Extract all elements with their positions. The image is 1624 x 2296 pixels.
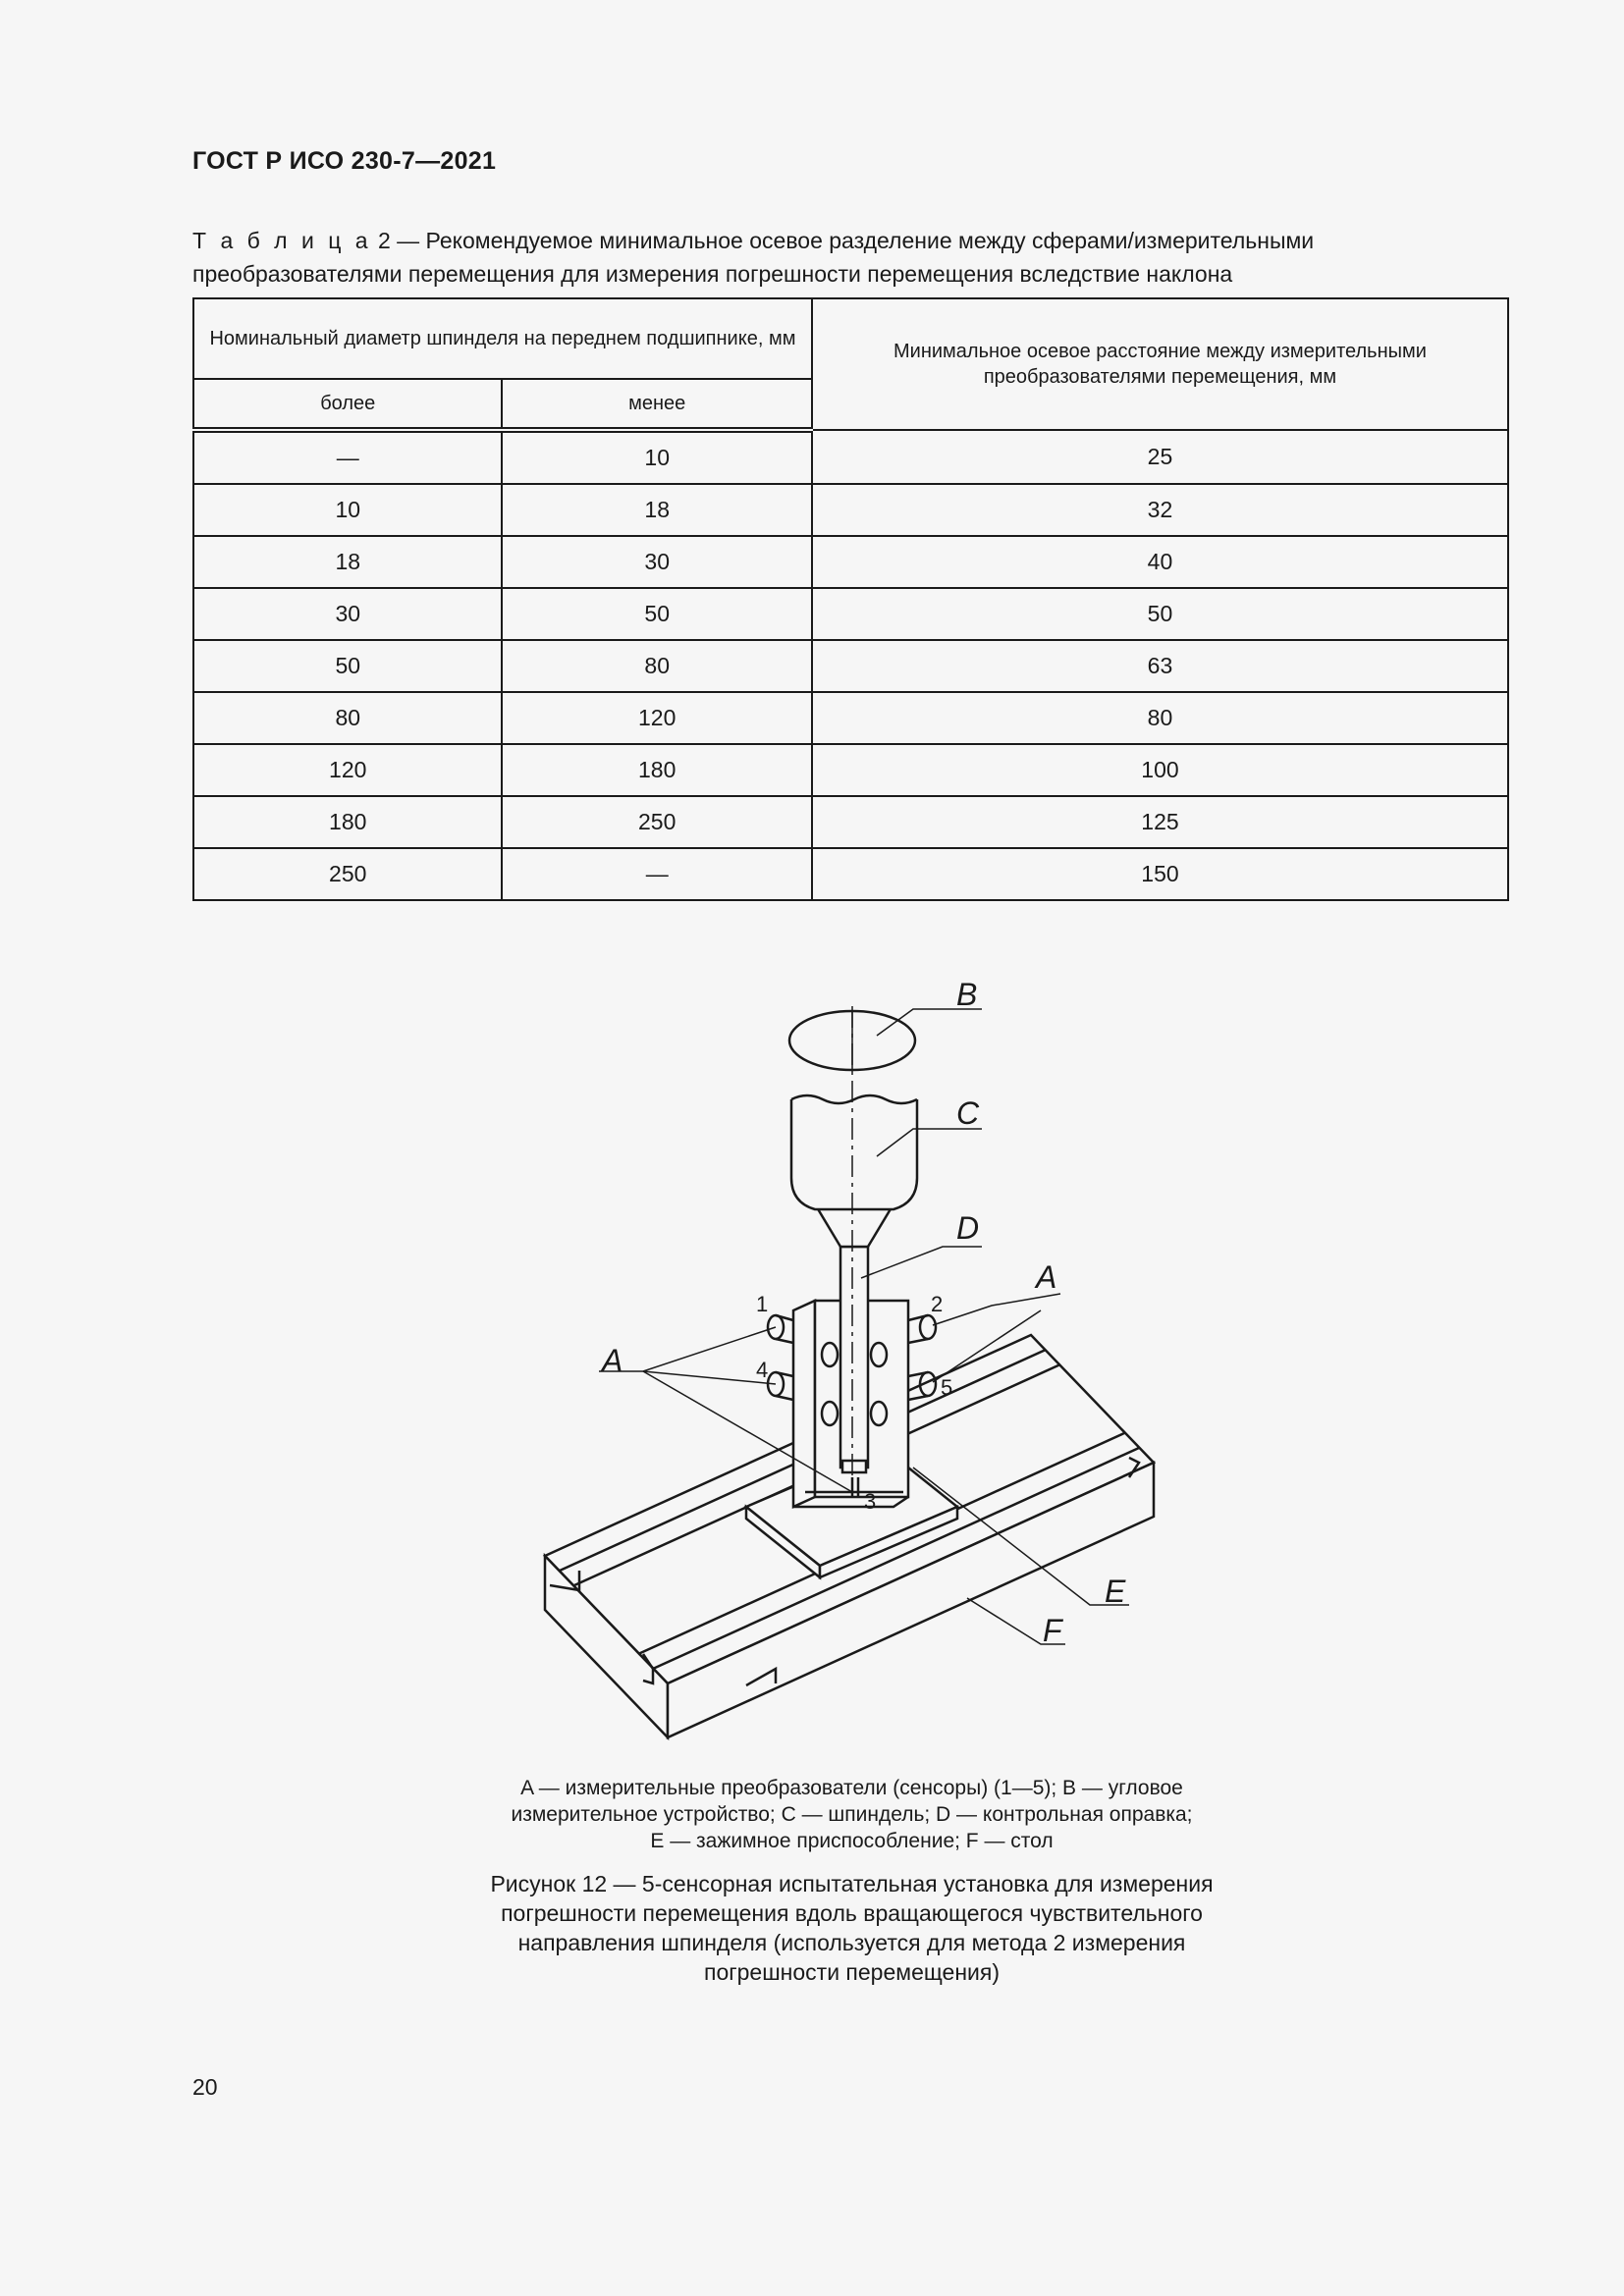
cell-less: 18	[502, 484, 811, 536]
spindle-c	[791, 1095, 917, 1209]
cell-less: 120	[502, 692, 811, 744]
cell-less: 10	[502, 430, 811, 484]
cell-more: 180	[193, 796, 502, 848]
cell-more: 120	[193, 744, 502, 796]
cell-more: 50	[193, 640, 502, 692]
cell-more: 250	[193, 848, 502, 900]
cell-less: —	[502, 848, 811, 900]
figure-title-line: направления шпинделя (используется для метода 2 измерения	[517, 1930, 1186, 1955]
cell-distance: 40	[812, 536, 1508, 588]
cell-more: —	[193, 430, 502, 484]
header-spindle-diameter: Номинальный диаметр шпинделя на переднем подшипнике, мм	[193, 298, 812, 379]
cell-distance: 50	[812, 588, 1508, 640]
cell-less: 50	[502, 588, 811, 640]
label-f: F	[1043, 1613, 1062, 1648]
legend-line: измерительное устройство; C — шпиндель; D — контрольная оправка;	[511, 1803, 1193, 1826]
sensor-number-3: 3	[864, 1489, 877, 1514]
label-d: D	[956, 1210, 980, 1246]
cell-distance: 32	[812, 484, 1508, 536]
cell-more: 10	[193, 484, 502, 536]
label-a-left: A	[602, 1343, 623, 1378]
header-less: менее	[502, 379, 811, 430]
figure-title-line: погрешности перемещения)	[704, 1959, 1000, 1985]
label-b: B	[956, 977, 978, 1012]
figure-title-line: Рисунок 12 — 5-сенсорная испытательная установка для измерения	[490, 1871, 1214, 1896]
table-caption-text: — Рекомендуемое минимальное осевое разделение между сферами/измерительными преобразователями перемещения для измерения погрешности перемещения вследствие наклона	[192, 228, 1315, 287]
page-number: 20	[192, 2074, 218, 2100]
figure-title-line: погрешности перемещения вдоль вращающегося чувствительного	[501, 1900, 1203, 1926]
document-header: ГОСТ Р ИСО 230-7—2021	[192, 147, 497, 175]
sensor-number-4: 4	[756, 1358, 769, 1382]
label-c: C	[956, 1095, 980, 1131]
label-e: E	[1105, 1574, 1126, 1609]
table-caption-label: Т а б л и ц а	[192, 228, 372, 253]
sensor-number-1: 1	[756, 1292, 769, 1316]
cell-distance: 25	[812, 430, 1508, 484]
header-min-distance: Минимальное осевое расстояние между измерительными преобразователями перемещения, мм	[812, 298, 1508, 430]
sensor-number-2: 2	[931, 1292, 944, 1316]
cell-distance: 125	[812, 796, 1508, 848]
figure-title	[432, 1869, 1272, 1987]
cell-less: 180	[502, 744, 811, 796]
header-more: более	[193, 379, 502, 430]
cell-distance: 63	[812, 640, 1508, 692]
table-caption-number: 2	[377, 228, 391, 253]
cell-less: 80	[502, 640, 811, 692]
cell-less: 250	[502, 796, 811, 848]
sensor-number-5: 5	[941, 1375, 953, 1400]
label-a-right: A	[1036, 1259, 1057, 1295]
figure-legend	[432, 1775, 1272, 1854]
cell-distance: 100	[812, 744, 1508, 796]
cell-less: 30	[502, 536, 811, 588]
cell-distance: 150	[812, 848, 1508, 900]
legend-line: E — зажимное приспособление; F — стол	[650, 1830, 1054, 1852]
cell-more: 30	[193, 588, 502, 640]
cell-distance: 80	[812, 692, 1508, 744]
cell-more: 80	[193, 692, 502, 744]
cell-more: 18	[193, 536, 502, 588]
legend-line: A — измерительные преобразователи (сенсоры) (1—5); B — угловое	[520, 1777, 1183, 1799]
